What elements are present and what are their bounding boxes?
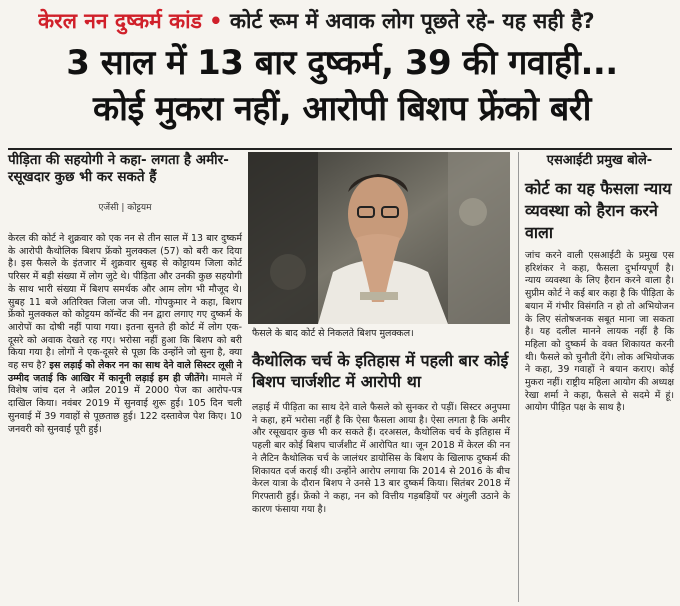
right-body: जांच करने वाली एसआईटी के प्रमुख एस हरिशंकर ने कहा, फैसला दुर्भाग्यपूर्ण है। न्याय व्यवस्था के लिए हैरान करने वाला है। सुप्रीम कोर्ट ने कई बार कहा है कि पीड़िता के बयान में गंभीर विसंगति न हो तो अभियोजन के लिए संतोषजनक सबूत माना जा सकता है। यह दलील मानने लायक नहीं है कि महिला को दुष्कर्म के वक्त शिकायत करनी थी। फैसले को चुनौती देंगे। लोक अभियोजक ने कहा, 39 गवाहों ने बयान कराए। कोई मुकरा नहीं। राष्ट्रीय महिला आयोग की अध्यक्ष रेखा शर्मा ने कहा, फैसले से सदमे में हूं। आयोग पीड़ित पक्ष के साथ है। xyxy=(525,250,674,414)
headline-line-1: 3 साल में 13 बार दुष्कर्म, 39 की गवाही... xyxy=(66,43,618,83)
left-body xyxy=(8,233,242,436)
kicker-bullet: • xyxy=(209,9,223,33)
center-subhead: कैथोलिक चर्च के इतिहास में पहली बार कोई बिशप चार्जशीट में आरोपी था xyxy=(252,351,509,391)
left-column xyxy=(8,152,242,602)
left-subhead: पीड़िता की सहयोगी ने कहा- लगता है अमीर-रसूखदार कुछ भी कर सकते हैं xyxy=(8,152,229,185)
kicker-line xyxy=(38,4,678,38)
main-headline xyxy=(12,40,672,132)
kicker-question: कोर्ट रूम में अवाक लोग पूछते रहे- यह सही है? xyxy=(229,9,595,33)
right-subhead: कोर्ट का यह फैसला न्याय व्यवस्था को हैरान करने वाला xyxy=(525,179,672,242)
left-body-p2: मामले में विशेष जांच दल ने अप्रैल 2019 में 2000 पेज का आरोप-पत्र दाखिल किया। नवंबर 2019 में सुनवाई शुरू हुई। 105 दिन चली सुनवाई में 39 गवाहों से पूछताछ हुई। 122 दस्तावेज पेश किए। 10 जनवरी को सुनवाई पूरी हुई। xyxy=(8,372,242,435)
bishop-photo xyxy=(248,152,510,324)
left-body-p1: केरल की कोर्ट ने शुक्रवार को एक नन से तीन साल में 13 बार दुष्कर्म के आरोपी कैथोलिक बिशप फ्रेंको मुलक्कल (57) को बरी कर दिया है। इस फैसले के इंतजार में शुक्रवार सुबह से कोट्टायम जिला कोर्ट परिसर में बड़ी संख्या में लोग जुटे थे। पीड़िता और उनकी कुछ सहयोगी के साथ भारी संख्या में बिशप समर्थक और आम लोग भी मौजूद थे। सुबह 11 बजे अतिरिक्त जिला जज जी. गोपकुमार ने कहा, बिशप फ्रेंको मुलक्कल को कोट्टयम कॉन्वेंट की नन द्वारा लगाए गए दुष्कर्म के आरोपों का दोषी नहीं पाया गया। इतना सुनते ही कोर्ट में लोग एक-दूसरे को अवाक देखते रह गए। भरोसा नहीं हुआ कि बिशप को बरी किया गया है। लोगों ने एक-दूसरे से पूछा कि उन्होंने जो सुना है, क्या वह सच है? xyxy=(8,233,242,372)
headline-line-2: कोई मुकरा नहीं, आरोपी बिशप फ्रेंको बरी xyxy=(93,89,591,129)
center-body: लड़ाई में पीड़िता का साथ देने वाले फैसले को सुनकर रो पड़ीं। सिस्टर अनुपमा ने कहा, हमें भरोसा नहीं है कि ऐसा फैसला आया है। ऐसा लगता है कि अमीर और रसूखदार कुछ भी कर सकते हैं। दरअसल, कैथोलिक चर्च के इतिहास में पहली बार कोई बिशप चार्जशीट में आरोपित था। जून 2018 में केरल की नन ने लैटिन कैथोलिक चर्च के जालंधर डायोसिस के बिशप के खिलाफ दुष्कर्म की शिकायत दर्ज कराई थी। उन्होंने आरोप लगाया कि 2014 से 2016 के बीच केरल यात्रा के दौरान बिशप ने उनसे 13 बार दुष्कर्म किया। सितंबर 2018 में गिरफ्तारी हुई। फ्रेंको ने कहा, नन को वित्तीय गड़बड़ियों पर अंगुली उठाने के कारण फंसाया गया है। xyxy=(252,402,510,515)
left-body-bold: इस लड़ाई को लेकर नन का साथ देने वाले सिस्टर लूसी ने उम्मीद जताई कि आखिर में कानूनी लड़ाई हम ही जीतेंगे। xyxy=(8,360,242,384)
photo-illustration xyxy=(248,152,510,324)
kicker-topic: केरल नन दुष्कर्म कांड xyxy=(38,9,202,33)
right-column xyxy=(518,152,674,602)
center-column xyxy=(248,152,510,602)
divider xyxy=(8,148,672,150)
photo-caption: फैसले के बाद कोर्ट से निकलते बिशप मुलक्कल। xyxy=(252,328,414,339)
right-kicker: एसआईटी प्रमुख बोले- xyxy=(546,153,653,168)
byline: एजेंसी | कोट्टयम xyxy=(98,203,152,213)
